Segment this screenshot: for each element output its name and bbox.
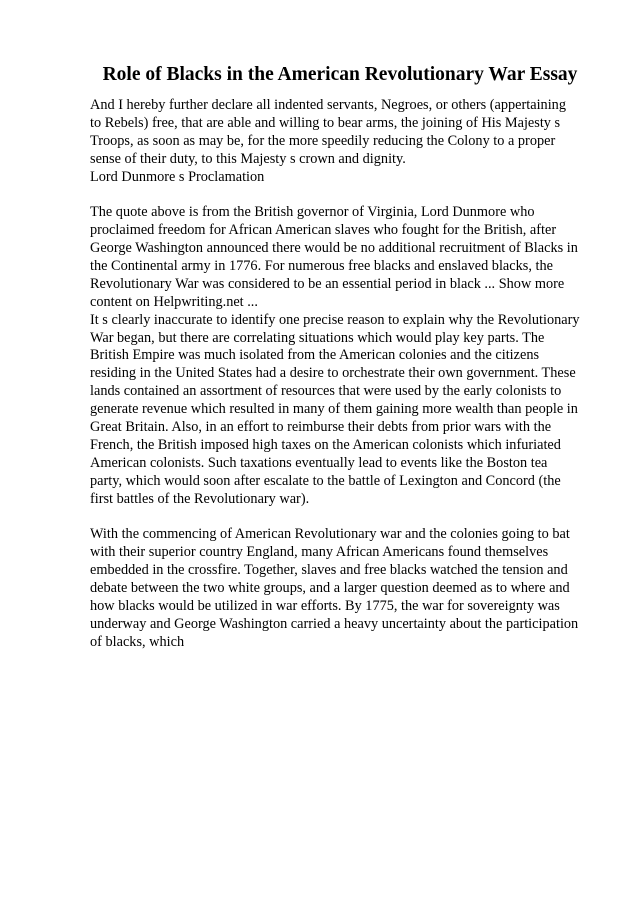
paragraph-1 (90, 204, 600, 508)
text-line: War began, but there are correlating situations which would play key parts. The (90, 329, 545, 346)
text-line: underway and George Washington carried a heavy uncertainty about the participation (90, 615, 579, 632)
text-line: of blacks, which (90, 633, 185, 650)
text-line: French, the British imposed high taxes on the American colonists which infuriated (90, 436, 561, 453)
text-line: lands contained an assortment of resources that were used by the early colonists to (90, 383, 562, 400)
text-line: Revolutionary War was considered to be an essential period in black ... Show more (90, 275, 565, 292)
text-line: It s clearly inaccurate to identify one precise reason to explain why the Revolutionary (90, 311, 580, 328)
text-line: content on Helpwriting.net ... (90, 293, 258, 310)
text-line: proclaimed freedom for African American slaves who fought for the British, after (90, 222, 557, 239)
paragraph-gap (90, 508, 600, 526)
quote-attribution: Lord Dunmore s Proclamation (90, 168, 265, 185)
text-line: George Washington announced there would be no additional recruitment of Blacks in (90, 240, 578, 257)
text-line: The quote above is from the British governor of Virginia, Lord Dunmore who (90, 204, 535, 221)
text-line: first battles of the Revolutionary war). (90, 490, 310, 507)
paragraph-gap (90, 186, 600, 204)
text-line: how blacks would be utilized in war efforts. By 1775, the war for sovereignty was (90, 597, 560, 614)
quote-line: Troops, as soon as may be, for the more speedily reducing the Colony to a proper (90, 132, 556, 149)
document-title: Role of Blacks in the American Revolutionary War Essay (102, 64, 578, 85)
text-line: debate between the two white groups, and a larger question deemed as to where and (90, 580, 570, 597)
text-line: With the commencing of American Revolutionary war and the colonies going to bat (90, 526, 570, 543)
quote-block (90, 97, 600, 186)
text-line: Great Britain. Also, in an effort to reimburse their debts from prior wars with the (90, 419, 552, 436)
text-line: with their superior country England, many African Americans found themselves (90, 544, 549, 561)
paragraph-2 (90, 526, 600, 651)
quote-line: sense of their duty, to this Majesty s crown and dignity. (90, 150, 406, 167)
text-line: the Continental army in 1776. For numerous free blacks and enslaved blacks, the (90, 258, 553, 275)
text-line: American colonists. Such taxations eventually lead to events like the Boston tea (90, 454, 548, 471)
text-line: British Empire was much isolated from the American colonies and the citizens (90, 347, 540, 364)
text-line: embedded in the crossfire. Together, slaves and free blacks watched the tension and (90, 562, 568, 579)
quote-line: And I hereby further declare all indented servants, Negroes, or others (appertaining (90, 97, 566, 113)
text-line: party, which would soon after escalate to the battle of Lexington and Concord (the (90, 472, 561, 489)
text-line: generate revenue which resulted in many of them gaining more wealth than people in (90, 401, 578, 418)
document-body (90, 97, 600, 652)
text-line: residing in the United States had a desire to orchestrate their own government. These (90, 365, 576, 382)
quote-line: to Rebels) free, that are able and willing to bear arms, the joining of His Majesty s (90, 114, 561, 131)
